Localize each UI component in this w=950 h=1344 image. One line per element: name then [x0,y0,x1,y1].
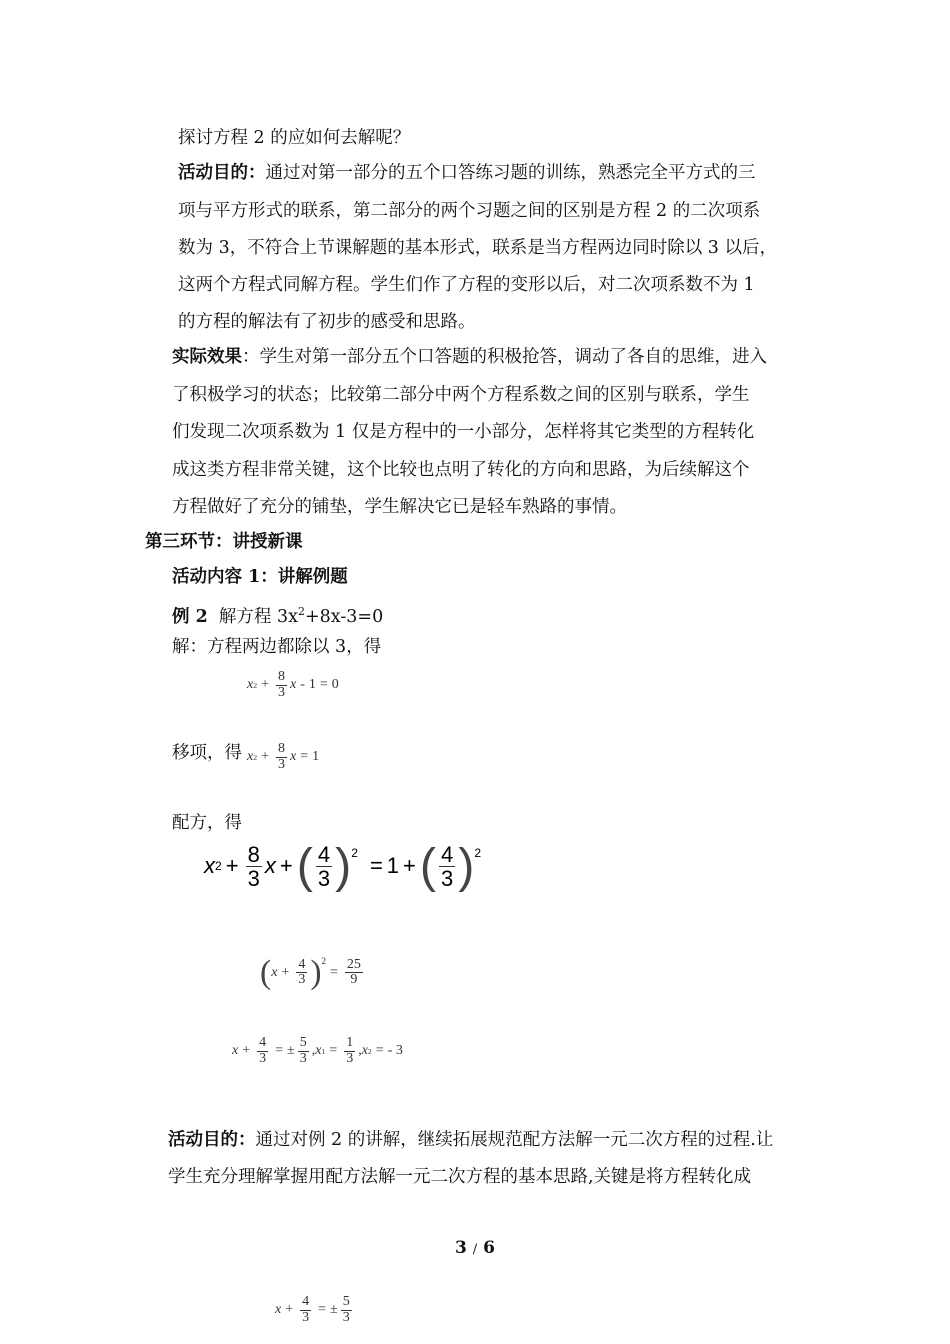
var-x: x [264,853,276,879]
example-sup: 2 [298,605,305,618]
equation-roots [232,1036,403,1066]
var-x: x [271,964,278,980]
denominator: 9 [350,972,358,988]
op: = [369,853,383,879]
op: + [285,1302,294,1318]
num: 0 [331,677,339,693]
text-span: 通过对第一部分的五个口答练习题的训练，熟悉完全平方式的三 [265,163,756,183]
example-label: 例 2 [172,606,208,627]
fraction [276,742,287,772]
denominator: 3 [317,865,331,891]
example-text: 解方程 3x [218,606,298,627]
denominator: 3 [441,865,454,891]
var-x: x [247,749,254,765]
op: + [261,749,269,765]
fraction [300,1295,311,1325]
numerator: 8 [277,741,285,756]
denominator: 3 [277,756,285,772]
fraction [345,958,363,988]
fraction [246,843,262,890]
fraction [344,1036,355,1066]
exp: 2 [474,846,482,860]
example-text-post: +8x-3=0 [305,606,384,627]
fraction [276,670,287,700]
numerator: 4 [317,841,331,867]
text-line [172,338,767,376]
numerator: 4 [259,1035,267,1050]
denominator: 3 [342,1309,350,1325]
numerator: 25 [346,956,361,972]
var-x: x [289,677,297,693]
op: = [319,677,328,693]
op: + [279,853,293,879]
op: + [403,853,416,879]
text-span: 通过对例 2 的讲解，继续拓展规范配方法解一元二次方程的过程.让 [255,1130,774,1150]
denominator: 3 [259,1050,267,1066]
fraction [316,843,332,890]
var-x: x [361,1043,368,1059]
numerator: 8 [247,841,260,867]
text-line [168,1121,773,1159]
numerator: 5 [299,1035,307,1050]
text-line: 探讨方程 2 的应如何去解呢？ [178,128,411,148]
text-line: 成这类方程非常关键，这个比较也点明了转化的方向和思路，为后续解这个 [172,460,750,480]
op: ± [330,1302,338,1318]
var-x: x [232,1043,239,1059]
op: + [225,853,239,879]
text-line: 项与平方形式的联系，第二部分的两个习题之间的区别是方程 2 的二次项系 [178,201,761,221]
denominator: 3 [247,865,260,891]
var-x: x [275,1302,282,1318]
op: = [275,1043,284,1059]
text-line: 的方程的解法有了初步的感受和思路。 [178,312,476,332]
page-total: 6 [483,1238,495,1258]
numerator: 5 [342,1294,350,1309]
op: = [318,1302,327,1318]
text-line: 学生充分理解掌握用配方法解一元二次方程的基本思路,关键是将方程转化成 [168,1167,752,1187]
text-line [178,154,756,192]
fraction [439,843,455,890]
op: ± [287,1043,295,1059]
text-line: 这两个方程式同解方程。学生们作了方程的变形以后，对二次项系数不为 1 [178,275,755,295]
page-current: 3 [455,1238,467,1258]
exp: 2 [253,680,258,690]
var-x: x [204,853,215,879]
equation-divided [247,670,339,700]
exp: 2 [321,956,326,966]
op: + [281,964,290,980]
solution-line: 解：方程两边都除以 3，得 [172,637,382,657]
var-x: x [315,1043,322,1059]
paren: ) [310,954,322,991]
denominator: 3 [298,972,306,988]
op: + [242,1043,251,1059]
text-span: ：学生对第一部分五个口答题的积极抢答，调动了各自的思维，进入 [242,347,767,367]
activity-heading: 活动内容 1：讲解例题 [172,567,348,587]
num: 1 [386,853,400,879]
paren: ( [419,839,437,893]
label-activity-goal: 活动目的： [168,1130,256,1150]
numerator: 1 [346,1035,354,1050]
denominator: 3 [302,1309,310,1325]
op: = [330,964,338,980]
op: = [375,1043,384,1059]
fraction [341,1295,352,1325]
paren: ( [296,839,313,893]
numerator: 8 [277,669,285,684]
num: 1 [312,749,320,765]
num: - 3 [387,1043,403,1059]
section-heading: 第三环节：讲授新课 [145,532,303,552]
var-x: x [289,749,297,765]
exp: 2 [351,846,358,860]
numerator: 4 [298,956,306,972]
paren: ) [335,839,352,893]
denominator: 3 [346,1050,354,1066]
var-x: x [247,677,254,693]
num: 1 [308,677,316,693]
op: = [300,749,309,765]
numerator: 4 [302,1294,310,1309]
op: - [300,677,305,693]
denominator: 3 [299,1050,307,1066]
exp: 2 [215,859,222,874]
label-activity-purpose: 活动目的： [178,163,266,183]
equation-completed [204,839,482,893]
numerator: 4 [441,841,454,867]
fraction [298,1036,309,1066]
exp: 2 [253,752,258,762]
fraction [257,1036,268,1066]
paren: ) [458,839,475,893]
paren: ( [260,954,272,991]
subscript: 2 [367,1046,372,1056]
text-line: 数为 3，不符合上节课解题的基本形式，联系是当方程两边同时除以 3 以后， [178,238,777,258]
subscript: 1 [321,1046,326,1056]
op: + [261,677,269,693]
text-line: 方程做好了充分的铺垫，学生解决它已是轻车熟路的事情。 [172,497,627,517]
equation-trailing [275,1295,355,1325]
page-separator: / [472,1242,478,1257]
complete-line: 配方，得 [172,813,242,833]
label-actual-effect: 实际效果 [172,347,242,367]
equation-moved [247,742,319,772]
comma: , [358,1043,362,1059]
equation-square-form [260,956,366,990]
text-line: 了积极学习的状态；比较第二部分中两个方程系数之间的区别与联系，学生 [172,385,750,405]
move-line: 移项，得 [172,743,242,763]
text-line: 们发现二次项系数为 1 仅是方程中的一小部分，怎样将其它类型的方程转化 [172,422,755,442]
comma: , [311,1043,316,1059]
op: = [329,1043,338,1059]
fraction [296,958,307,988]
denominator: 3 [277,684,285,700]
page-number [0,1238,950,1258]
